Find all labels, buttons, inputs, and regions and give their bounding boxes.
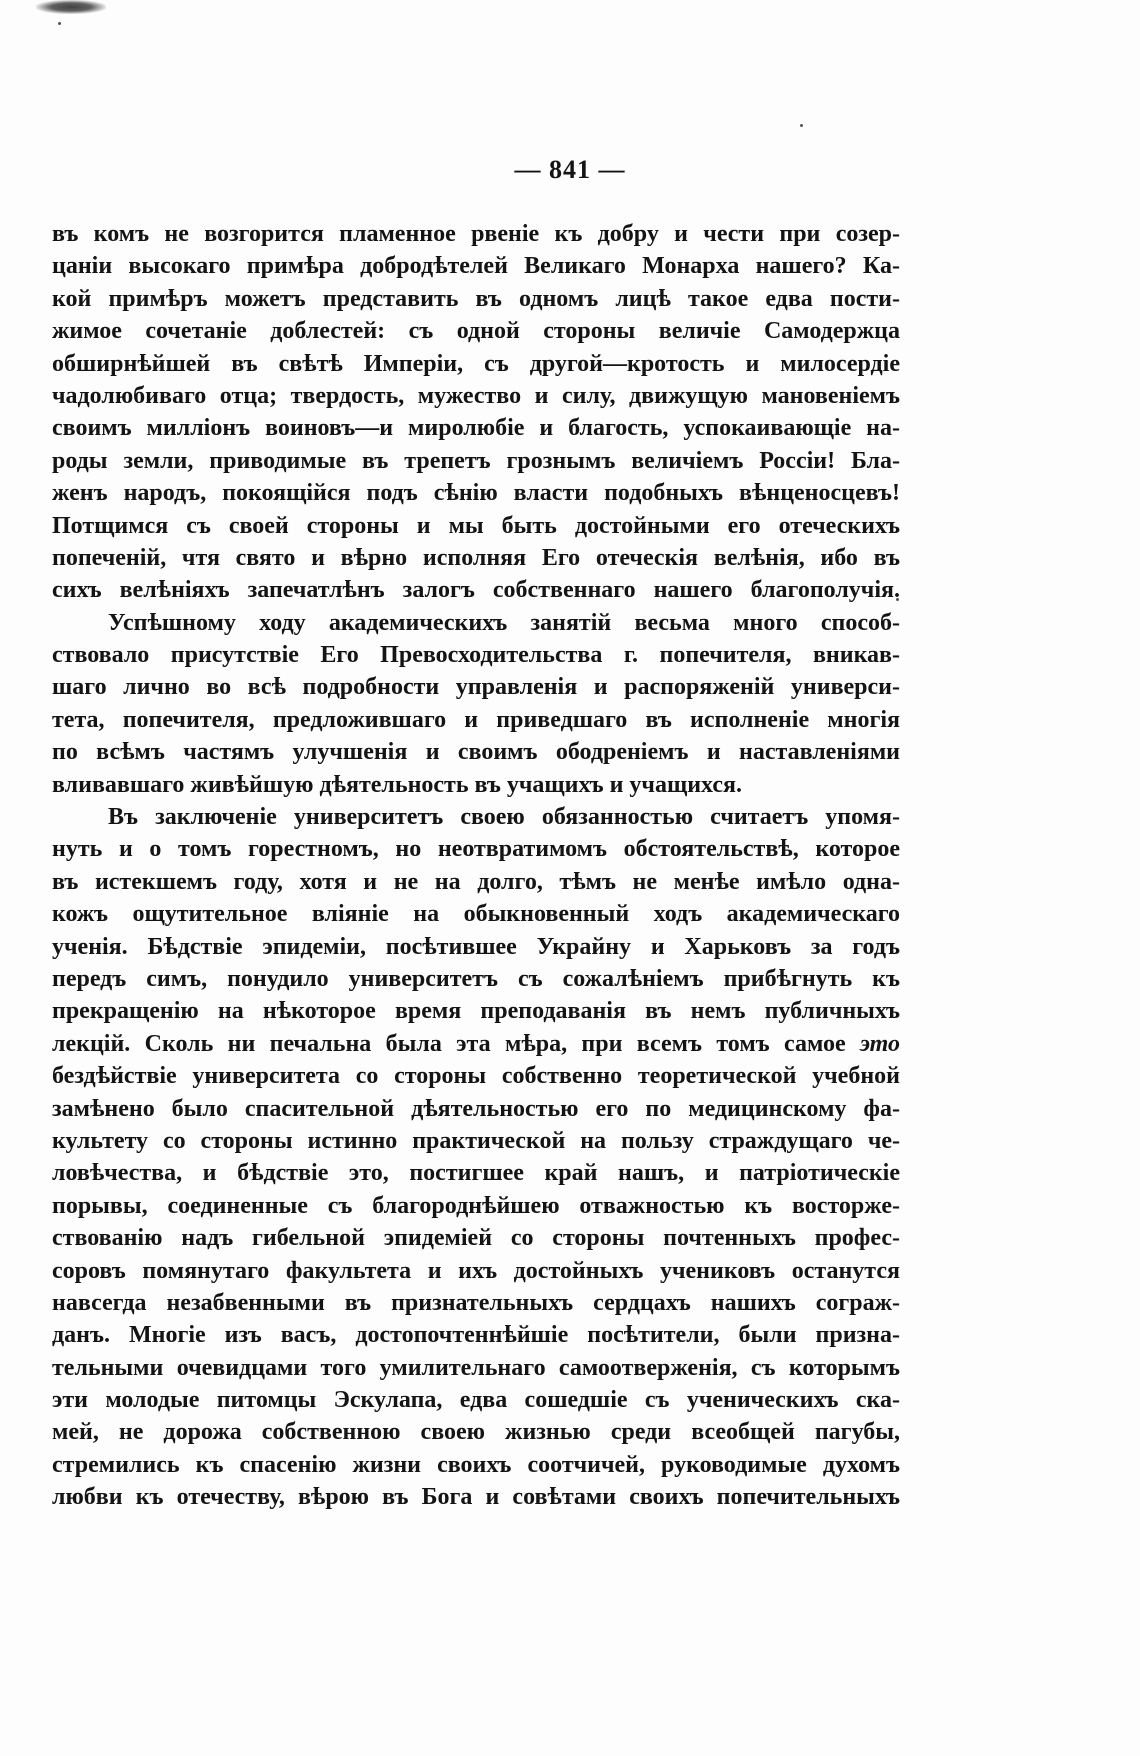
italic-word: это: [860, 1030, 900, 1057]
scan-speck: [800, 124, 803, 127]
text-line: роды земли, приводимые въ трепетъ грознымъ величіемъ Россіи! Бла-: [52, 447, 900, 474]
text-line: кожъ ощутительное вліяніе на обыкновенный ходъ академическаго: [52, 901, 900, 928]
text-line: Успѣшному ходу академическихъ занятій весьма много способ-: [108, 609, 900, 636]
text-line: соровъ помянутаго факультета и ихъ достойныхъ учениковъ останутся: [52, 1257, 900, 1284]
text-line-with-italic: [52, 1028, 900, 1060]
text-line: нуть и о томъ горестномъ, но неотвратимомъ обстоятельствѣ, которое: [52, 836, 900, 863]
text-line: ствованію надъ гибельной эпидеміей со стороны почтенныхъ профес-: [52, 1225, 900, 1252]
text-line: жимое сочетаніе доблестей: съ одной стороны величіе Самодержца: [52, 318, 900, 345]
text-line: навсегда незабвенными въ признательныхъ сердцахъ нашихъ сограж-: [52, 1289, 900, 1316]
text-line: эти молодые питомцы Эскулапа, едва сошедшіе съ ученическихъ ска-: [52, 1387, 900, 1414]
text-line: порывы, соединенные съ благороднѣйшею отважностью къ восторже-: [52, 1192, 900, 1219]
text-line: ученія. Бѣдствіе эпидеміи, посѣтившее Украйну и Харьковъ за годъ: [52, 933, 900, 960]
text-line: тельными очевидцами того умилительнаго самоотверженія, съ которымъ: [52, 1354, 900, 1381]
text-line: своимъ милліонъ воиновъ—и миролюбіе и благость, успокаивающіе на-: [52, 415, 900, 442]
text-line: женъ народъ, покоящійся подъ сѣнію власти подобныхъ вѣнценосцевъ!: [52, 480, 900, 507]
text-segment: лекцій. Сколь ни печальна была эта мѣра, при всемъ томъ самое: [52, 1030, 860, 1057]
text-line: по всѣмъ частямъ улучшенія и своимъ ободреніемъ и наставленіями: [52, 739, 900, 766]
text-line: Въ заключеніе университетъ своею обязанностью считаетъ упомя-: [108, 804, 900, 831]
text-line: сихъ велѣніяхъ запечатлѣнъ залогъ собственнаго нашего благополучія.: [52, 577, 900, 604]
text-line: въ истекшемъ году, хотя и не на долго, тѣмъ не менѣе имѣло одна-: [52, 868, 900, 895]
text-line: прекращенію на нѣкоторое время преподаванія въ немъ публичныхъ: [52, 998, 900, 1025]
text-line: ловѣчества, и бѣдствіе это, постигшее край нашъ, и патріотическіе: [52, 1160, 900, 1187]
text-line: мей, не дорожа собственною своею жизнью среди всеобщей пагубы,: [52, 1419, 900, 1446]
scan-speck: [58, 22, 61, 25]
body-text: [52, 218, 900, 1514]
scan-artifact: [36, 0, 106, 14]
text-line: культету со стороны истинно практической на пользу страждущаго че-: [52, 1127, 900, 1154]
text-line: попеченій, чтя свято и вѣрно исполняя Его отеческія велѣнія, ибо въ: [52, 544, 900, 571]
page-number: — 841 —: [514, 155, 626, 184]
text-line: цаніи высокаго примѣра добродѣтелей Великаго Монарха нашего? Ка-: [52, 253, 900, 280]
text-line: шаго лично во всѣ подробности управленія и распоряженій универси-: [52, 674, 900, 701]
text-line: замѣнено было спасительной дѣятельностью его по медицинскому фа-: [52, 1095, 900, 1122]
text-line: кой примѣръ можетъ представить въ одномъ лицѣ такое едва пости-: [52, 285, 900, 312]
text-line: передъ симъ, понудило университетъ съ сожалѣніемъ прибѣгнуть къ: [52, 965, 900, 992]
paragraph-2: [52, 607, 900, 801]
text-line: данъ. Многіе изъ васъ, достопочтеннѣйшіе посѣтители, были призна-: [52, 1322, 900, 1349]
paragraph-3: [52, 801, 900, 1514]
text-line: ствовало присутствіе Его Превосходительства г. попечителя, вникав-: [52, 642, 900, 669]
paragraph-1: [52, 218, 900, 607]
text-line: бездѣйствіе университета со стороны собственно теоретической учебной: [52, 1063, 900, 1090]
text-line: любви къ отечеству, вѣрою въ Бога и совѣтами своихъ попечительныхъ: [52, 1484, 900, 1511]
text-line: вливавшаго живѣйшую дѣятельность въ учащихъ и учащихся.: [52, 771, 742, 798]
text-line: обширнѣйшей въ свѣтѣ Имперіи, съ другой—кротость и милосердіе: [52, 350, 900, 377]
text-line: стремились къ спасенію жизни своихъ соотчичей, руководимые духомъ: [52, 1451, 900, 1478]
text-line: тета, попечителя, предложившаго и приведшаго въ исполненіе многія: [52, 706, 900, 733]
text-line: чадолюбиваго отца; твердость, мужество и силу, движущую мановеніемъ: [52, 382, 900, 409]
text-line: въ комъ не возгорится пламенное рвеніе къ добру и чести при созер-: [52, 221, 900, 247]
text-line: Потщимся съ своей стороны и мы быть достойными его отеческихъ: [52, 512, 900, 539]
